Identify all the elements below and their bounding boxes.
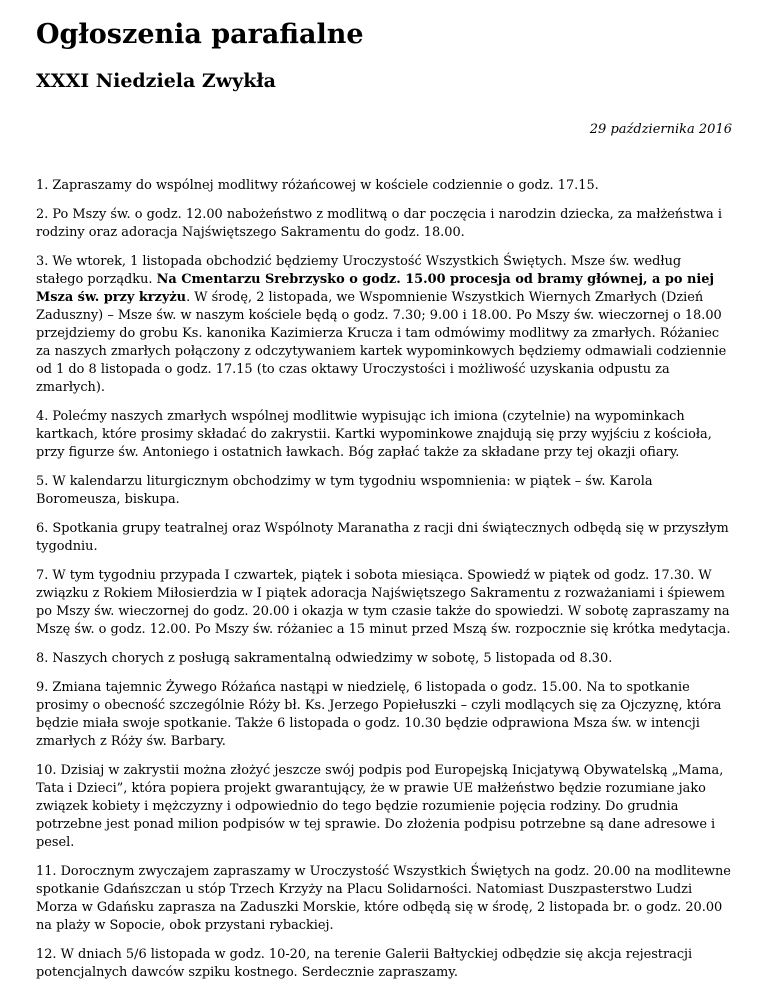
announcement-item	[36, 408, 732, 462]
date-line: 29 października 2016	[589, 122, 732, 137]
announcement-text: 10. Dzisiaj w zakrystii można złożyć jeszcze swój podpis pod Europejską Inicjatywą Obywatelską „Mama, Tata i Dzieci”, która popiera projekt gwarantujący, że w prawie UE małżeństwo będzie rozumiane jako związek kobiety i mężczyzny i odpowiednio do tego będzie rozumienie pojęcia rodziny. Do grudnia potrzebne jest ponad milion podpisów w tej sprawie. Do złożenia podpisu potrzebne są dane adresowe i pesel.	[36, 762, 724, 851]
announcement-item	[36, 177, 732, 195]
announcement-text: 12. W dniach 5/6 listopada w godz. 10-20, na terenie Galerii Bałtyckiej odbędzie się akcja rejestracji potencjalnych dawców szpiku kostnego. Serdecznie zapraszamy.	[36, 946, 693, 981]
announcement-text: 3. We wtorek, 1 listopada obchodzić będziemy Uroczystość Wszystkich Świętych. Msze św. według stałego porządku.	[36, 253, 682, 287]
announcement-item	[36, 762, 732, 852]
page-title: Ogłoszenia parafialne	[36, 19, 364, 50]
announcement-text: 8. Naszych chorych z posługą sakramentalną odwiedzimy w sobotę, 5 listopada od 8.30.	[36, 650, 613, 666]
announcement-text: 11. Dorocznym zwyczajem zapraszamy w Uroczystość Wszystkich Świętych na godz. 20.00 na modlitewne spotkanie Gdańszczan u stóp Trzech Krzyży na Placu Solidarności. Natomiast Duszpasterstwo Ludzi Morza w Gdańsku zaprasza na Zaduszki Morskie, które odbędą się w środę, 2 listopada br. o godz. 20.00 na plaży w Sopocie, obok przystani rybackiej.	[36, 863, 731, 934]
announcement-text: 1. Zapraszamy do wspólnej modlitwy różańcowej w kościele codziennie o godz. 17.15.	[36, 178, 599, 193]
announcement-item	[36, 253, 732, 398]
announcement-text: 7. W tym tygodniu przypada I czwartek, piątek i sobota miesiąca. Spowiedź w piątek od godz. 17.30. W związku z Rokiem Miłosierdzia w I piątek adoracja Najświętszego Sakramentu z rozważaniami i śpiewem po Mszy św. wieczornej do godz. 20.00 i okazja w tym czasie także do spowiedzi. W sobotę zapraszamy na Mszę św. o godz. 12.00. Po Mszy św. różaniec a 15 minut przed Mszą św. rozpocznie się krótka medytacja.	[36, 567, 731, 638]
announcement-text: 2. Po Mszy św. o godz. 12.00 nabożeństwo z modlitwą o dar poczęcia i narodzin dziecka, za małżeństwa i rodziny oraz adoracja Najświętszego Sakramentu do godz. 18.00.	[36, 206, 722, 240]
announcement-text: 5. W kalendarzu liturgicznym obchodzimy w tym tygodniu wspomnienia: w piątek – św. Karola Boromeusza, biskupa.	[36, 474, 653, 508]
announcement-bold-text: Na Cmentarzu Srebrzysko o godz. 15.00 procesja od bramy głównej, a po niej Msza św. przy krzyżu	[36, 271, 715, 305]
announcement-item	[36, 863, 732, 935]
announcement-item	[36, 206, 732, 242]
announcement-item	[36, 650, 732, 668]
announcement-item	[36, 520, 732, 556]
announcement-item	[36, 567, 732, 639]
announcement-text: 6. Spotkania grupy teatralnej oraz Wspólnoty Maranatha z racji dni świątecznych odbędą się w przyszłym tygodniu.	[36, 520, 729, 555]
announcement-list	[36, 177, 732, 982]
announcement-item	[36, 473, 732, 509]
page-subtitle: XXXI Niedziela Zwykła	[36, 70, 276, 92]
announcement-text: 4. Polećmy naszych zmarłych wspólnej modlitwie wypisując ich imiona (czytelnie) na wypominkach kartkach, które prosimy składać do zakrystii. Kartki wypominkowe znajdują się przy wyjściu z kościoła, przy figurze św. Antoniego i ostatnich ławkach. Bóg zapłać także za składane przy tej okazji ofiary.	[36, 409, 712, 461]
announcement-item	[36, 946, 732, 982]
announcement-text: 9. Zmiana tajemnic Żywego Różańca nastąpi w niedzielę, 6 listopada o godz. 15.00. Na to spotkanie prosimy o obecność szczególnie Róży bł. Ks. Jerzego Popiełuszki – czyli modlących się za Ojczyznę, która będzie miała swoje spotkanie. Także 6 listopada o godz. 10.30 będzie odprawiona Msza św. w intencji zmarłych z Róży św. Barbary.	[36, 679, 722, 749]
announcement-text: . W środę, 2 listopada, we Wspomnienie Wszystkich Wiernych Zmarłych (Dzień Zaduszny) – Msze św. w naszym kościele będą o godz. 7.30; 9.00 i 18.00. Po Mszy św. wieczornej o 18.00 przejdziemy do grobu Ks. kanonika Kazimierza Krucza i tam odmówimy modlitwy za zmarłych. Różaniec za naszych zmarłych połączony z odczytywaniem kartek wypominkowych będziemy odmawiali codziennie od 1 do 8 listopada o godz. 17.15 (to czas oktawy Uroczystości i możliwość uzyskania odpustu za zmarłych).	[36, 289, 727, 396]
announcement-item	[36, 679, 732, 751]
